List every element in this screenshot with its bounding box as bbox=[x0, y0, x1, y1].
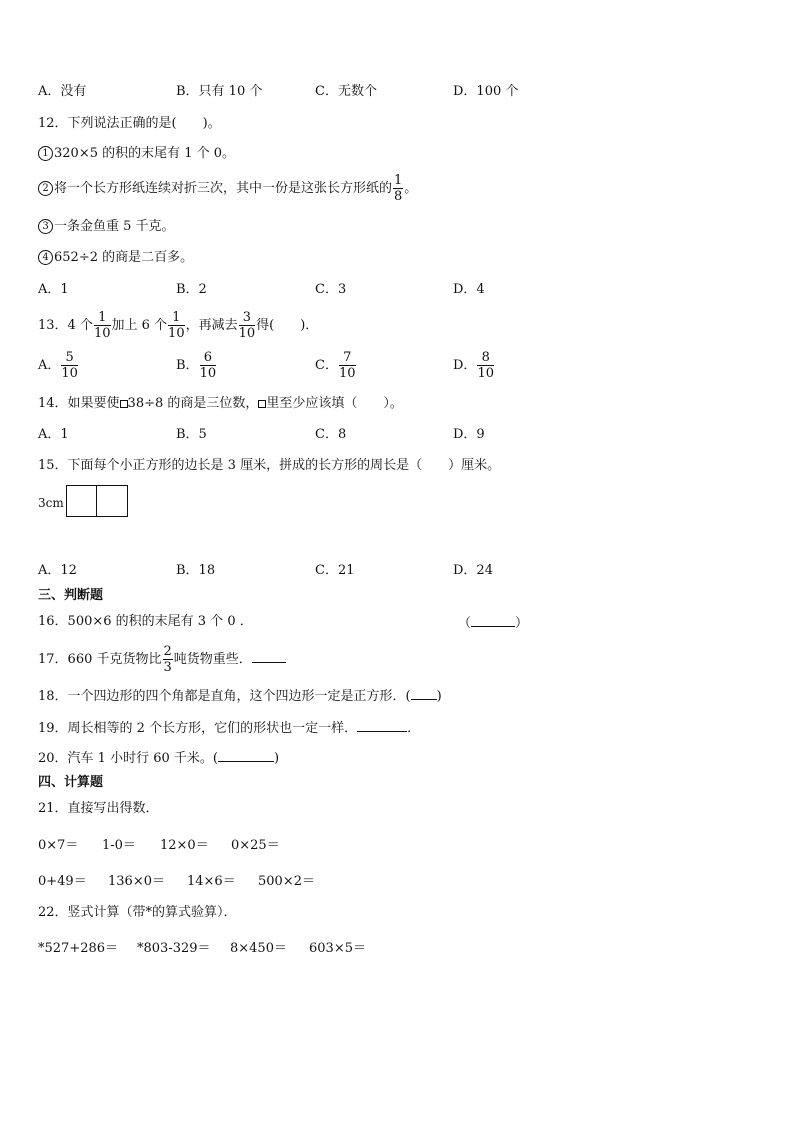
answer-blank[interactable] bbox=[411, 687, 437, 700]
q11-option-a[interactable]: A．没有 bbox=[38, 84, 87, 99]
q15-option-d[interactable]: D．24 bbox=[453, 563, 493, 578]
q13-option-b[interactable] bbox=[176, 349, 217, 383]
fraction-numerator: 8 bbox=[477, 350, 494, 366]
fraction-denominator: 10 bbox=[238, 326, 256, 341]
fraction-denominator: 10 bbox=[199, 366, 217, 381]
q22-item[interactable]: 603×5＝ bbox=[309, 941, 366, 956]
q13-text-4: 得( )． bbox=[256, 318, 319, 333]
q12-statement-4-text: 652÷2 的商是二百多。 bbox=[54, 250, 194, 265]
q16-answer[interactable] bbox=[458, 614, 528, 632]
q18-text: 18．一个四边形的四个角都是直角，这个四边形一定是正方形．( bbox=[38, 689, 411, 704]
fraction-numerator: 1 bbox=[168, 310, 185, 326]
answer-blank[interactable] bbox=[471, 614, 515, 627]
q11-option-d[interactable]: D．100 个 bbox=[453, 84, 519, 99]
option-letter: A． bbox=[38, 358, 61, 373]
q13-stem bbox=[38, 309, 318, 343]
box-placeholder-icon bbox=[120, 400, 128, 408]
circled-number-2: 2 bbox=[38, 181, 53, 196]
q17 bbox=[38, 643, 286, 677]
fraction-numerator: 1 bbox=[394, 173, 403, 188]
answer-blank[interactable] bbox=[252, 650, 286, 663]
square-right bbox=[96, 485, 128, 517]
q12-statement-1 bbox=[38, 146, 235, 162]
q20 bbox=[38, 749, 279, 767]
q21-item[interactable]: 14×6＝ bbox=[187, 874, 236, 889]
q20-text: 20．汽车 1 小时行 60 千米。( bbox=[38, 751, 218, 766]
q22-item[interactable]: *527+286＝ bbox=[38, 941, 119, 956]
q21-item[interactable]: 12×0＝ bbox=[160, 838, 209, 853]
square-left bbox=[66, 485, 98, 517]
fraction-denominator: 10 bbox=[168, 326, 185, 341]
q12-option-c[interactable]: C．3 bbox=[315, 282, 347, 297]
option-letter: B． bbox=[176, 358, 199, 373]
q12-statement-2-text: 将一个长方形纸连续对折三次，其中一份是这张长方形纸的 bbox=[54, 181, 393, 196]
fraction-denominator: 10 bbox=[477, 366, 494, 381]
q12-statement-3-text: 一条金鱼重 5 千克。 bbox=[54, 219, 175, 234]
q12-statement-1-text: 320×5 的积的末尾有 1 个 0。 bbox=[54, 146, 236, 161]
circled-number-4: 4 bbox=[38, 250, 53, 265]
answer-blank[interactable] bbox=[357, 719, 407, 732]
q13-text-3: ，再减去 bbox=[185, 318, 238, 333]
fraction-denominator: 10 bbox=[338, 366, 356, 381]
q21-item[interactable]: 0×7＝ bbox=[38, 838, 79, 853]
q15-option-c[interactable]: C．21 bbox=[315, 563, 355, 578]
q14-text-1: 14．如果要使 bbox=[38, 396, 120, 411]
fraction-numerator: 6 bbox=[200, 350, 217, 366]
q19-end: ． bbox=[407, 721, 421, 736]
q14-text-2: 38÷8 的商是三位数， bbox=[127, 396, 259, 411]
fraction-numerator: 1 bbox=[94, 310, 111, 326]
fraction-1-8 bbox=[393, 173, 403, 204]
answer-blank[interactable] bbox=[218, 749, 274, 762]
q22-item[interactable]: *803-329＝ bbox=[137, 941, 211, 956]
q13-option-a[interactable] bbox=[38, 349, 79, 383]
q14-option-c[interactable]: C．8 bbox=[315, 427, 347, 442]
circled-number-3: 3 bbox=[38, 219, 53, 234]
q13-text-1: 13．4 个 bbox=[38, 318, 93, 333]
q12-statement-2 bbox=[38, 172, 417, 206]
q15-stem: 15．下面每个小正方形的边长是 3 厘米，拼成的长方形的周长是（ ）厘米。 bbox=[38, 458, 501, 473]
q12-option-a[interactable]: A．1 bbox=[38, 282, 69, 297]
q14-stem bbox=[38, 396, 403, 412]
q17-text-2: 吨货物重些． bbox=[173, 652, 252, 667]
q14-option-b[interactable]: B．5 bbox=[176, 427, 207, 442]
q11-option-c[interactable]: C．无数个 bbox=[315, 84, 377, 99]
q15-option-b[interactable]: B．18 bbox=[176, 563, 216, 578]
q13-text-2: 加上 6 个 bbox=[111, 318, 168, 333]
q13-fraction-2 bbox=[168, 310, 185, 341]
q16: 16．500×6 的积的末尾有 3 个 0 ． bbox=[38, 614, 253, 629]
fraction-denominator: 10 bbox=[93, 326, 111, 341]
q13-fraction-3 bbox=[239, 310, 256, 341]
q21-stem: 21．直接写出得数． bbox=[38, 801, 159, 816]
circled-number-1: 1 bbox=[38, 146, 53, 161]
option-fraction bbox=[339, 350, 356, 381]
q13-option-c[interactable] bbox=[315, 349, 357, 383]
paren-close: ） bbox=[515, 616, 529, 631]
q14-text-3: 里至少应该填（ ）。 bbox=[266, 396, 403, 411]
q12-option-d[interactable]: D．4 bbox=[453, 282, 485, 297]
q19 bbox=[38, 719, 420, 737]
q12-stem: 12．下列说法正确的是( )。 bbox=[38, 116, 221, 131]
q15-figure-label: 3cm bbox=[38, 496, 64, 510]
q12-statement-2-end: 。 bbox=[404, 181, 418, 196]
q13-fraction-1 bbox=[94, 310, 111, 341]
q22-stem: 22．竖式计算（带*的算式验算）． bbox=[38, 905, 237, 920]
fraction-denominator: 8 bbox=[394, 189, 403, 204]
q21-item[interactable]: 0+49＝ bbox=[38, 874, 87, 889]
q22-item[interactable]: 8×450＝ bbox=[230, 941, 287, 956]
fraction-denominator: 10 bbox=[61, 366, 78, 381]
paren-close: ) bbox=[273, 751, 280, 766]
fraction-numerator: 3 bbox=[239, 310, 256, 326]
q15-option-a[interactable]: A．12 bbox=[38, 563, 77, 578]
paren-close: ) bbox=[436, 689, 442, 704]
q21-item[interactable]: 500×2＝ bbox=[258, 874, 315, 889]
option-fraction bbox=[200, 350, 217, 381]
q14-option-d[interactable]: D．9 bbox=[453, 427, 485, 442]
fraction-denominator: 3 bbox=[163, 660, 172, 675]
section-heading-judgement: 三、判断题 bbox=[38, 588, 104, 603]
q21-item[interactable]: 136×0＝ bbox=[108, 874, 165, 889]
q19-text: 19．周长相等的 2 个长方形，它们的形状也一定一样． bbox=[38, 721, 358, 736]
fraction-numerator: 5 bbox=[61, 350, 78, 366]
q17-text-1: 17．660 千克货物比 bbox=[38, 652, 162, 667]
option-letter: C． bbox=[315, 358, 338, 373]
q12-statement-3 bbox=[38, 219, 175, 235]
q11-option-b[interactable]: B．只有 10 个 bbox=[176, 84, 263, 99]
fraction-numerator: 7 bbox=[339, 350, 356, 366]
q14-option-a[interactable]: A．1 bbox=[38, 427, 69, 442]
q21-item[interactable]: 1-0＝ bbox=[102, 838, 136, 853]
fraction-numerator: 2 bbox=[163, 644, 172, 659]
q12-statement-4 bbox=[38, 250, 193, 266]
paren-open: （ bbox=[458, 616, 472, 631]
section-heading-calculation: 四、计算题 bbox=[38, 775, 104, 790]
option-fraction bbox=[477, 350, 494, 381]
fraction-2-3 bbox=[163, 644, 173, 675]
q18 bbox=[38, 687, 442, 705]
q13-option-d[interactable] bbox=[453, 349, 495, 383]
q21-item[interactable]: 0×25＝ bbox=[231, 838, 280, 853]
option-letter: D． bbox=[453, 358, 477, 373]
option-fraction bbox=[61, 350, 78, 381]
q12-option-b[interactable]: B．2 bbox=[176, 282, 207, 297]
